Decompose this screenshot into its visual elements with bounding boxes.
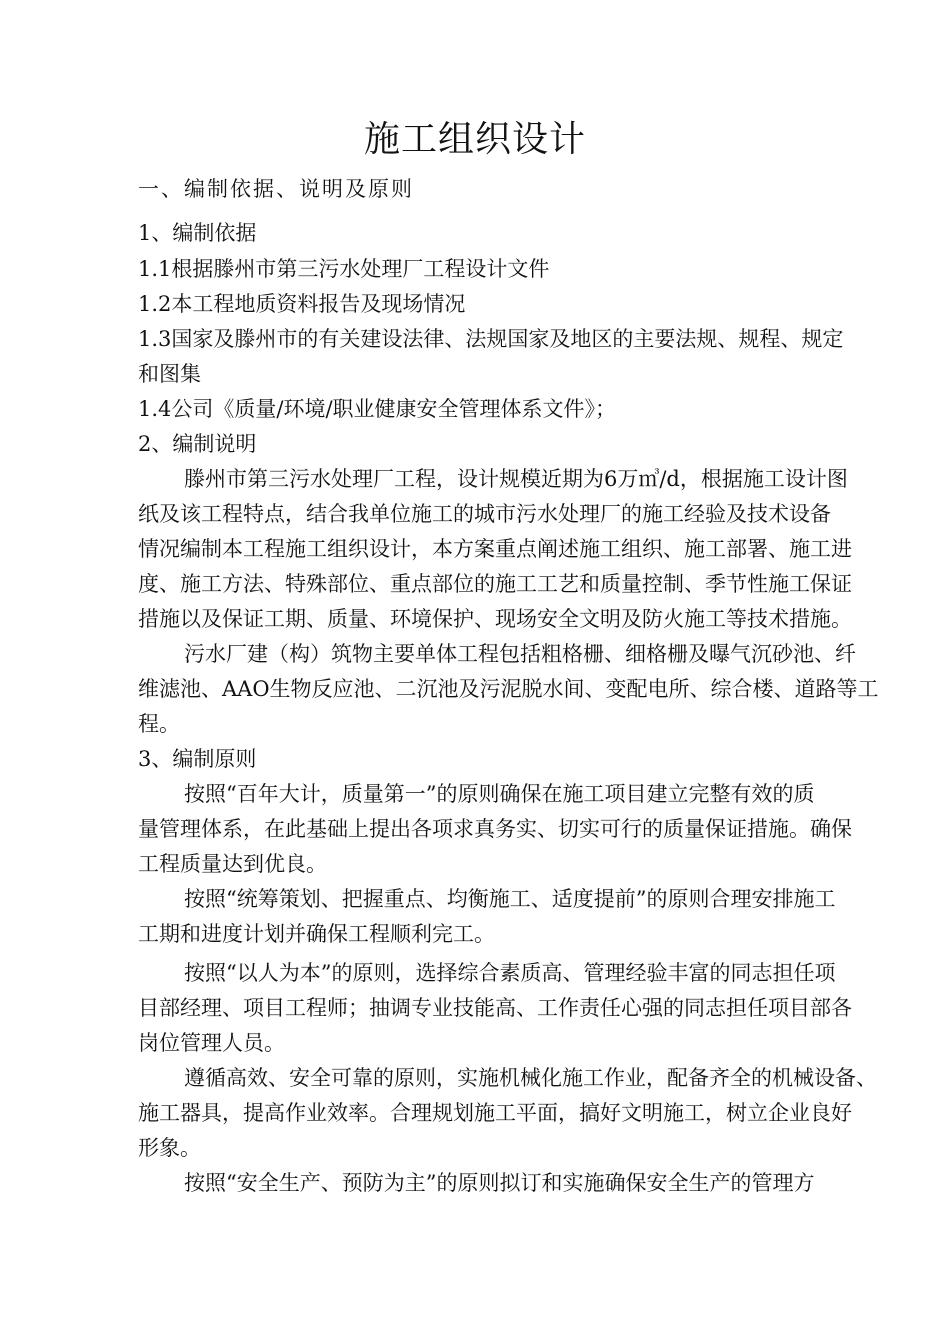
paragraph-line: 施工器具，提高作业效率。合理规划施工平面，搞好文明施工，树立企业良好 [138,1101,852,1125]
paragraph-line: 按照“百年大计，质量第一”的原则确保在施工项目建立完整有效的质 [184,782,815,806]
basis-item: 1.3国家及滕州市的有关建设法律、法规国家及地区的主要法规、规程、规定 [138,327,844,351]
paragraph-line: 形象。 [138,1136,201,1160]
paragraph-line: 措施以及保证工期、质量、环境保护、现场安全文明及防火施工等技术措施。 [138,607,852,631]
basis-item: 1.4公司《质量/环境/职业健康安全管理体系文件》； [138,397,617,421]
paragraph-line: 量管理体系，在此基础上提出各项求真务实、切实可行的质量保证措施。确保 [138,817,852,841]
paragraph-line: 按照“以人为本”的原则，选择综合素质高、管理经验丰富的同志担任项 [184,961,836,985]
paragraph-line: 目部经理、项目工程师；抽调专业技能高、工作责任心强的同志担任项目部各 [138,996,852,1020]
subsection-heading: 3、编制原则 [138,747,257,771]
paragraph-line: 滕州市第三污水处理厂工程，设计规模近期为6万㎥/d，根据施工设计图 [184,467,848,491]
paragraph-line: 维滤池、AAO生物反应池、二沉池及污泥脱水间、变配电所、综合楼、道路等工 [138,677,879,701]
basis-item: 1.2本工程地质资料报告及现场情况 [138,292,466,316]
paragraph-line: 工程质量达到优良。 [138,852,327,876]
subsection-heading: 2、编制说明 [138,432,257,456]
paragraph-line: 遵循高效、安全可靠的原则，实施机械化施工作业，配备齐全的机械设备、 [184,1066,877,1090]
basis-item: 1.1根据滕州市第三污水处理厂工程设计文件 [138,257,550,281]
paragraph-line: 纸及该工程特点，结合我单位施工的城市污水处理厂的施工经验及技术设备 [138,502,831,526]
paragraph-line: 度、施工方法、特殊部位、重点部位的施工工艺和质量控制、季节性施工保证 [138,572,852,596]
paragraph-line: 工期和进度计划并确保工程顺利完工。 [138,922,495,946]
subsection-heading: 1、编制依据 [138,221,257,245]
paragraph-line: 按照“统筹策划、把握重点、均衡施工、适度提前”的原则合理安排施工 [184,887,836,911]
paragraph-line: 污水厂建（构）筑物主要单体工程包括粗格栅、细格栅及曝气沉砂池、纤 [184,642,856,666]
paragraph-line: 程。 [138,712,180,736]
basis-item-continued: 和图集 [138,362,201,386]
page-title: 施工组织设计 [363,119,586,160]
paragraph-line: 岗位管理人员。 [138,1031,285,1055]
section-heading: 一、编制依据、说明及原则 [138,177,414,201]
paragraph-line: 情况编制本工程施工组织设计，本方案重点阐述施工组织、施工部署、施工进 [138,537,852,561]
paragraph-line: 按照“安全生产、预防为主”的原则拟订和实施确保安全生产的管理方 [184,1171,815,1195]
